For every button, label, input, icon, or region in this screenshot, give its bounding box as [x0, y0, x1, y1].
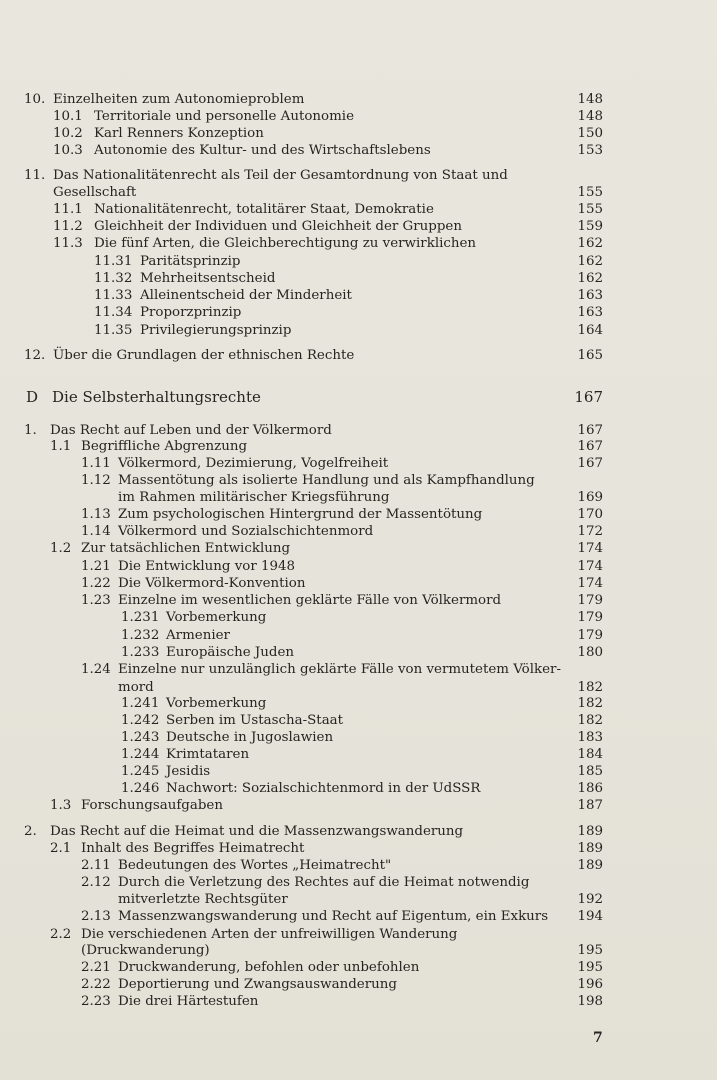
toc-entry-number: 10.2: [53, 126, 83, 141]
toc-entry-page: 189: [577, 824, 603, 839]
toc-entry-page: 189: [577, 858, 603, 873]
toc-entry-title: Über die Grundlagen der ethnischen Rechte: [53, 348, 355, 363]
toc-entry-page: 165: [577, 348, 603, 363]
toc-entry-number: 11.1: [53, 202, 83, 217]
toc-entry-title: mitverletzte Rechtsgüter: [118, 892, 288, 907]
toc-entry-number: 1.21: [81, 559, 111, 574]
toc-entry-page: 159: [577, 219, 603, 234]
toc-entry-number: 1.24: [81, 662, 111, 677]
toc-entry-title: Das Recht auf Leben und der Völkermord: [50, 423, 332, 438]
toc-entry-page: 174: [577, 559, 603, 574]
toc-entry-title: (Druckwanderung): [81, 943, 210, 958]
toc-entry-number: D: [26, 388, 39, 406]
toc-entry-title: Die fünf Arten, die Gleichberechtigung zu verwirklichen: [94, 236, 477, 251]
toc-entry-title: Das Recht auf die Heimat und die Massenzwangswanderung: [50, 824, 464, 839]
toc-entry-number: 1.232: [121, 628, 160, 643]
toc-entry-number: 11.32: [94, 271, 133, 286]
toc-entry-title: Die drei Härtestufen: [118, 994, 259, 1009]
toc-entry-title: Die Völkermord-Konvention: [118, 576, 306, 591]
toc-entry-page: 167: [577, 423, 603, 438]
toc-entry-title: Völkermord, Dezimierung, Vogelfreiheit: [118, 456, 389, 471]
toc-entry-number: 11.33: [94, 288, 133, 303]
toc-entry-title: Serben im Ustascha-Staat: [166, 713, 344, 728]
toc-entry-page: 162: [577, 236, 603, 251]
toc-entry-number: 1.231: [121, 610, 160, 625]
toc-entry-title: Mehrheitsentscheid: [140, 271, 276, 286]
toc-entry-title: Karl Renners Konzeption: [94, 126, 264, 141]
toc-entry-number: 2.23: [81, 994, 111, 1009]
toc-entry-page: 196: [577, 977, 603, 992]
toc-entry-title: Autonomie des Kultur- und des Wirtschaftslebens: [94, 143, 431, 158]
toc-entry-number: 1.233: [121, 645, 160, 660]
toc-entry-number: 2.1: [50, 841, 72, 856]
toc-entry-title: Inhalt des Begriffes Heimatrecht: [81, 841, 305, 856]
toc-entry-title: Alleinentscheid der Minderheit: [140, 288, 352, 303]
toc-entry-number: 1.14: [81, 524, 111, 539]
toc-entry-title: Völkermord und Sozialschichtenmord: [118, 524, 374, 539]
toc-entry-number: 1.12: [81, 473, 111, 488]
toc-entry-number: 11.2: [53, 219, 83, 234]
toc-entry-title: Einzelne im wesentlichen geklärte Fälle von Völkermord: [118, 593, 502, 608]
toc-entry-title: Privilegierungsprinzip: [140, 323, 292, 338]
toc-entry-title: im Rahmen militärischer Kriegsführung: [118, 490, 390, 505]
toc-entry-number: 1.: [24, 423, 37, 438]
toc-entry-page: 153: [577, 143, 603, 158]
toc-entry-title: Die verschiedenen Arten der unfreiwilligen Wanderung: [81, 927, 458, 942]
toc-entry-page: 179: [577, 593, 603, 608]
toc-entry-page: 186: [577, 781, 603, 796]
toc-entry-page: 167: [577, 456, 603, 471]
toc-entry-title: Bedeutungen des Wortes „Heimatrecht": [118, 858, 392, 873]
toc-entry-page: 179: [577, 628, 603, 643]
toc-entry-page: 189: [577, 841, 603, 856]
toc-entry-number: 1.245: [121, 764, 160, 779]
toc-entry-title: Territoriale und personelle Autonomie: [94, 109, 355, 124]
toc-entry-title: Deutsche in Jugoslawien: [166, 730, 334, 745]
toc-entry-title: Jesidis: [166, 764, 211, 779]
toc-entry-number: 11.31: [94, 254, 133, 269]
toc-entry-page: 195: [577, 943, 603, 958]
toc-entry-number: 1.11: [81, 456, 111, 471]
toc-entry-number: 1.246: [121, 781, 160, 796]
toc-entry-page: 194: [577, 909, 603, 924]
toc-entry-title: Zum psychologischen Hintergrund der Massentötung: [118, 507, 483, 522]
toc-entry-page: 187: [577, 798, 603, 813]
toc-entry-page: 182: [577, 680, 603, 695]
toc-entry-number: 11.34: [94, 305, 133, 320]
toc-entry-title: Durch die Verletzung des Rechtes auf die Heimat notwendig: [118, 875, 530, 890]
toc-entry-title: Armenier: [166, 628, 230, 643]
toc-entry-number: 1.2: [50, 541, 72, 556]
toc-entry-title: Gesellschaft: [53, 185, 137, 200]
toc-entry-title: Vorbemerkung: [166, 696, 267, 711]
toc-entry-number: 1.243: [121, 730, 160, 745]
toc-entry-number: 2.2: [50, 927, 72, 942]
toc-entry-title: Begriffliche Abgrenzung: [81, 439, 248, 454]
toc-entry-page: 183: [577, 730, 603, 745]
toc-entry-page: 150: [577, 126, 603, 141]
toc-entry-page: 182: [577, 713, 603, 728]
toc-entry-title: mord: [118, 680, 154, 695]
toc-entry-title: Einzelheiten zum Autonomieproblem: [53, 92, 305, 107]
toc-entry-number: 2.11: [81, 858, 111, 873]
toc-entry-page: 167: [574, 388, 603, 406]
toc-entry-page: 174: [577, 541, 603, 556]
toc-entry-page: 164: [577, 323, 603, 338]
toc-entry-number: 2.12: [81, 875, 111, 890]
toc-entry-number: 1.23: [81, 593, 111, 608]
toc-entry-page: 163: [577, 305, 603, 320]
toc-entry-number: 10.3: [53, 143, 83, 158]
toc-entry-number: 2.: [24, 824, 37, 839]
toc-entry-title: Nationalitätenrecht, totalitärer Staat, Demokratie: [94, 202, 434, 217]
toc-entry-title: Krimtataren: [166, 747, 250, 762]
toc-entry-page: 167: [577, 439, 603, 454]
toc-entry-page: 163: [577, 288, 603, 303]
toc-entry-page: 155: [577, 202, 603, 217]
toc-entry-page: 182: [577, 696, 603, 711]
toc-entry-title: Die Entwicklung vor 1948: [118, 559, 296, 574]
toc-entry-page: 172: [577, 524, 603, 539]
toc-entry-page: 184: [577, 747, 603, 762]
toc-entry-number: 1.13: [81, 507, 111, 522]
toc-entry-title: Proporzprinzip: [140, 305, 242, 320]
toc-entry-page: 162: [577, 271, 603, 286]
toc-entry-number: 2.21: [81, 960, 111, 975]
toc-entry-page: 180: [577, 645, 603, 660]
toc-entry-title: Zur tatsächlichen Entwicklung: [81, 541, 291, 556]
toc-entry-number: 1.241: [121, 696, 160, 711]
toc-entry-number: 11.3: [53, 236, 83, 251]
page-number: 7: [593, 1030, 603, 1046]
toc-entry-title: Gleichheit der Individuen und Gleichheit der Gruppen: [94, 219, 462, 234]
toc-entry-page: 179: [577, 610, 603, 625]
toc-entry-number: 12.: [24, 348, 46, 363]
toc-entry-page: 148: [577, 109, 603, 124]
toc-entry-number: 1.3: [50, 798, 72, 813]
toc-entry-page: 195: [577, 960, 603, 975]
toc-entry-title: Vorbemerkung: [166, 610, 267, 625]
toc-entry-title: Massentötung als isolierte Handlung und als Kampfhandlung: [118, 473, 535, 488]
toc-entry-title: Das Nationalitätenrecht als Teil der Gesamtordnung von Staat und: [53, 168, 508, 183]
toc-entry-number: 2.13: [81, 909, 111, 924]
toc-entry-title: Einzelne nur unzulänglich geklärte Fälle von vermutetem Völker-: [118, 662, 561, 677]
toc-entry-number: 11.: [24, 168, 46, 183]
toc-entry-title: Deportierung und Zwangsauswanderung: [118, 977, 397, 992]
toc-entry-title: Druckwanderung, befohlen oder unbefohlen: [118, 960, 420, 975]
toc-entry-title: Paritätsprinzip: [140, 254, 241, 269]
toc-entry-number: 1.244: [121, 747, 160, 762]
toc-entry-number: 1.22: [81, 576, 111, 591]
toc-entry-page: 155: [577, 185, 603, 200]
toc-entry-page: 192: [577, 892, 603, 907]
toc-entry-number: 2.22: [81, 977, 111, 992]
toc-entry-title: Nachwort: Sozialschichtenmord in der UdSSR: [166, 781, 481, 796]
toc-entry-page: 185: [577, 764, 603, 779]
toc-entry-title: Die Selbsterhaltungsrechte: [52, 388, 261, 406]
toc-entry-title: Forschungsaufgaben: [81, 798, 223, 813]
toc-entry-number: 1.242: [121, 713, 160, 728]
toc-entry-number: 11.35: [94, 323, 133, 338]
toc-entry-title: Europäische Juden: [166, 645, 294, 660]
toc-entry-page: 170: [577, 507, 603, 522]
toc-entry-number: 10.: [24, 92, 46, 107]
toc-entry-page: 148: [577, 92, 603, 107]
toc-entry-number: 10.1: [53, 109, 83, 124]
toc-entry-title: Massenzwangswanderung und Recht auf Eigentum, ein Exkurs: [118, 909, 549, 924]
toc-entry-page: 169: [577, 490, 603, 505]
toc-entry-page: 174: [577, 576, 603, 591]
toc-entry-page: 198: [577, 994, 603, 1009]
toc-entry-page: 162: [577, 254, 603, 269]
toc-entry-number: 1.1: [50, 439, 72, 454]
